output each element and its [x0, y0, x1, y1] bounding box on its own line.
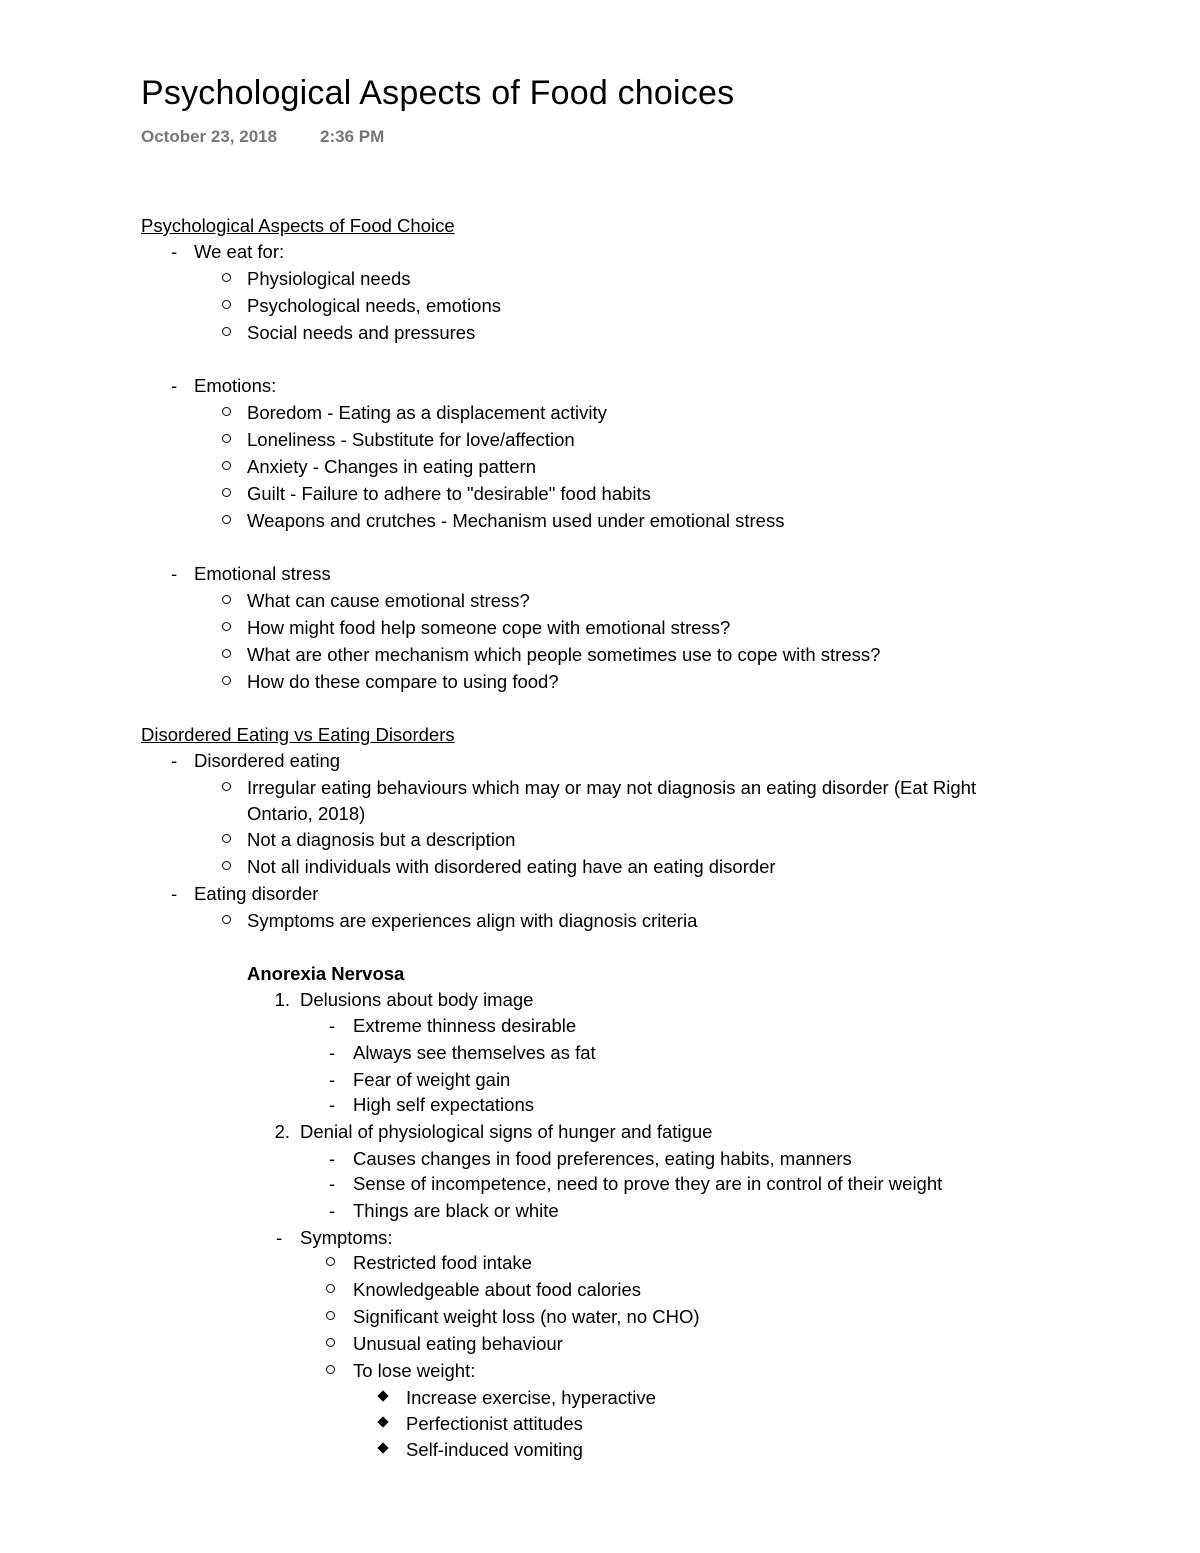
- circle-bullet: [222, 300, 231, 309]
- list-item: Increase exercise, hyperactive: [406, 1387, 656, 1408]
- list-item: Guilt - Failure to adhere to "desirable" food habits: [247, 483, 651, 504]
- circle-bullet: [222, 488, 231, 497]
- list-item: Symptoms:: [300, 1227, 393, 1248]
- list-item: Denial of physiological signs of hunger and fatigue: [300, 1121, 713, 1142]
- dash-bullet: -: [329, 1148, 336, 1169]
- list-number: 1.: [274, 989, 290, 1010]
- list-item: Not all individuals with disordered eating have an eating disorder: [247, 856, 776, 877]
- dash-bullet: -: [329, 1042, 336, 1063]
- dash-bullet: -: [329, 1200, 336, 1221]
- diamond-bullet: [377, 1416, 388, 1427]
- circle-bullet: [222, 782, 231, 791]
- list-item: Psychological needs, emotions: [247, 295, 502, 316]
- list-item: Eating disorder: [194, 883, 319, 904]
- circle-bullet: [222, 515, 231, 524]
- section-heading: Disordered Eating vs Eating Disorders: [141, 724, 455, 745]
- list-item: What can cause emotional stress?: [247, 590, 530, 611]
- circle-bullet: [222, 834, 231, 843]
- circle-bullet: [222, 649, 231, 658]
- list-item: Sense of incompetence, need to prove they are in control of their weight: [353, 1173, 943, 1194]
- list-item: Delusions about body image: [300, 989, 534, 1010]
- dash-bullet: -: [329, 1173, 336, 1194]
- note-date: October 23, 2018: [141, 127, 278, 146]
- list-item: Physiological needs: [247, 268, 411, 289]
- list-item: Disordered eating: [194, 750, 341, 771]
- dash-bullet: -: [171, 750, 178, 771]
- circle-bullet: [326, 1338, 335, 1347]
- list-item: Knowledgeable about food calories: [353, 1279, 641, 1300]
- list-item: Anxiety - Changes in eating pattern: [247, 456, 536, 477]
- dash-bullet: -: [171, 883, 178, 904]
- list-item-continued: Ontario, 2018): [247, 803, 366, 824]
- circle-bullet: [222, 461, 231, 470]
- circle-bullet: [222, 915, 231, 924]
- subsection-heading: Anorexia Nervosa: [247, 963, 405, 984]
- circle-bullet: [222, 327, 231, 336]
- list-item: Restricted food intake: [353, 1252, 532, 1273]
- list-item: Emotional stress: [194, 563, 331, 584]
- list-item: We eat for:: [194, 241, 285, 262]
- circle-bullet: [222, 676, 231, 685]
- diamond-bullet: [377, 1390, 388, 1401]
- circle-bullet: [222, 861, 231, 870]
- list-number: 2.: [274, 1121, 290, 1142]
- list-item: Perfectionist attitudes: [406, 1413, 583, 1434]
- note-time: 2:36 PM: [320, 127, 385, 146]
- circle-bullet: [222, 407, 231, 416]
- circle-bullet: [222, 273, 231, 282]
- circle-bullet: [222, 595, 231, 604]
- list-item: Loneliness - Substitute for love/affection: [247, 429, 575, 450]
- list-item: Always see themselves as fat: [353, 1042, 596, 1063]
- list-item: Unusual eating behaviour: [353, 1333, 563, 1354]
- dash-bullet: -: [329, 1069, 336, 1090]
- page-title: Psychological Aspects of Food choices: [141, 74, 735, 112]
- circle-bullet: [222, 622, 231, 631]
- dash-bullet: -: [329, 1015, 336, 1036]
- list-item: Self-induced vomiting: [406, 1439, 583, 1460]
- list-item: Symptoms are experiences align with diagnosis criteria: [247, 910, 698, 931]
- list-item: Boredom - Eating as a displacement activity: [247, 402, 607, 423]
- list-item: High self expectations: [353, 1094, 534, 1115]
- list-item: Weapons and crutches - Mechanism used under emotional stress: [247, 510, 785, 531]
- list-item: Not a diagnosis but a description: [247, 829, 516, 850]
- dash-bullet: -: [171, 241, 178, 262]
- circle-bullet: [326, 1257, 335, 1266]
- list-item: What are other mechanism which people sometimes use to cope with stress?: [247, 644, 881, 665]
- list-item: Things are black or white: [353, 1200, 559, 1221]
- list-item: Significant weight loss (no water, no CHO): [353, 1306, 700, 1327]
- section-heading: Psychological Aspects of Food Choice: [141, 215, 455, 236]
- diamond-bullet: [377, 1442, 388, 1453]
- list-item: Extreme thinness desirable: [353, 1015, 577, 1036]
- list-item: Social needs and pressures: [247, 322, 476, 343]
- dash-bullet: -: [171, 563, 178, 584]
- circle-bullet: [326, 1311, 335, 1320]
- list-item: How do these compare to using food?: [247, 671, 559, 692]
- dash-bullet: -: [329, 1094, 336, 1115]
- list-item: Irregular eating behaviours which may or may not diagnosis an eating disorder (Eat Right: [247, 777, 977, 798]
- list-item: How might food help someone cope with emotional stress?: [247, 617, 731, 638]
- circle-bullet: [222, 434, 231, 443]
- dash-bullet: -: [276, 1227, 283, 1248]
- dash-bullet: -: [171, 375, 178, 396]
- list-item: Causes changes in food preferences, eating habits, manners: [353, 1148, 852, 1169]
- circle-bullet: [326, 1365, 335, 1374]
- list-item: To lose weight:: [353, 1360, 476, 1381]
- list-item: Fear of weight gain: [353, 1069, 511, 1090]
- circle-bullet: [326, 1284, 335, 1293]
- list-item: Emotions:: [194, 375, 277, 396]
